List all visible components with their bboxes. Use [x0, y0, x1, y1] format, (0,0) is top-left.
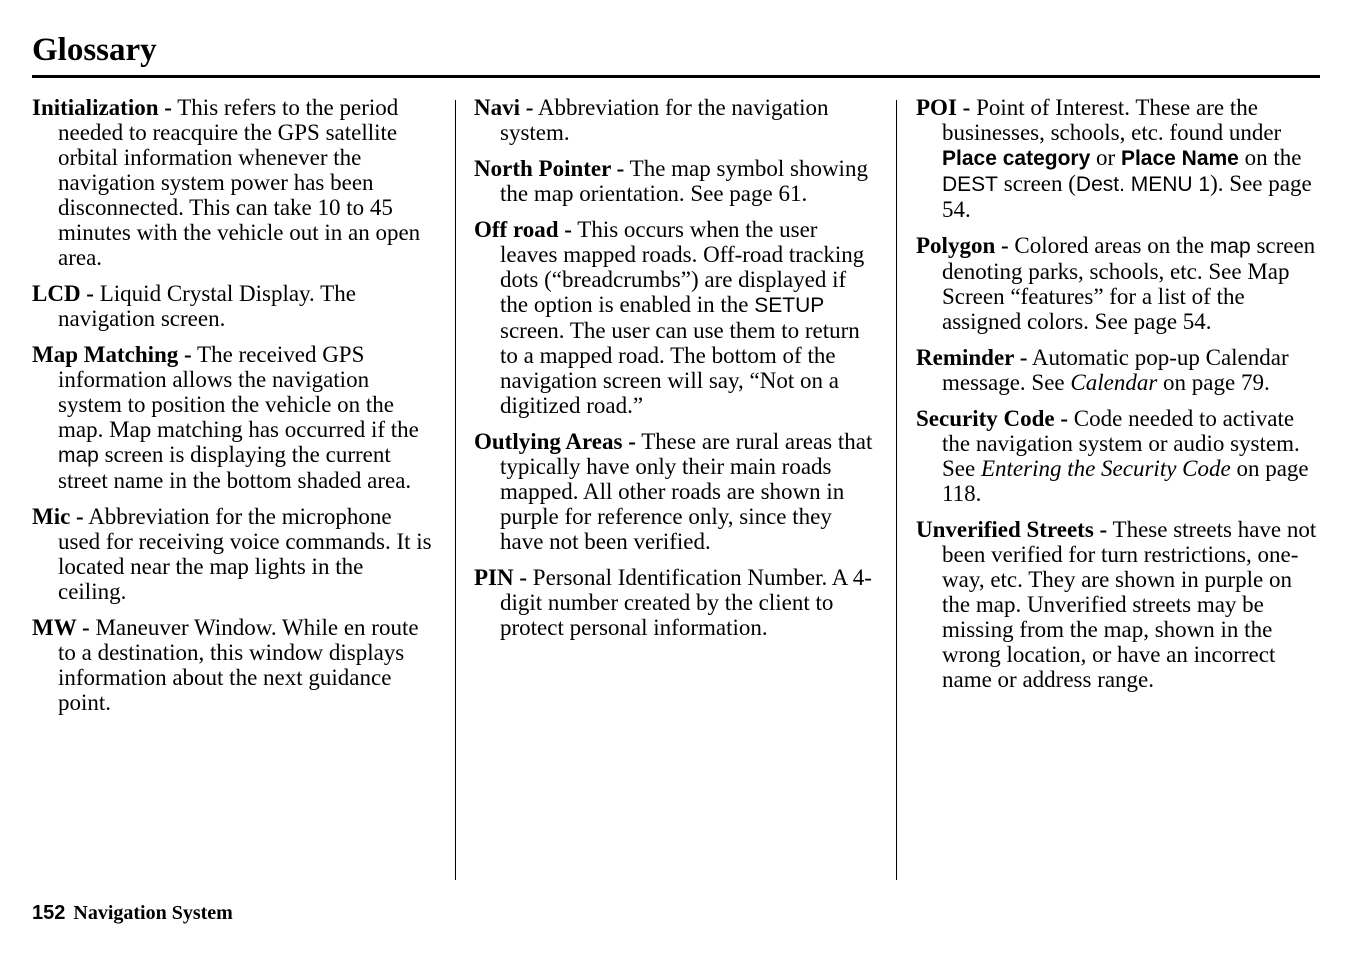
- glossary-entry-initialization: [32, 95, 437, 270]
- entry-definition: Code needed to activate the navigation system or audio system. See: [942, 406, 1300, 481]
- entry-definition: Personal Identification Number. A 4-digit number created by the client to protect personal information.: [500, 565, 872, 640]
- column-divider: [896, 100, 897, 880]
- ui-term: Place category: [942, 147, 1091, 170]
- ui-term: Place Name: [1120, 147, 1239, 170]
- glossary-entry-map-matching: [32, 342, 437, 493]
- entry-term: Map Matching -: [32, 342, 192, 367]
- entry-term: Navi -: [474, 95, 534, 120]
- glossary-entry-navi: [474, 95, 879, 145]
- ui-term: map: [1209, 235, 1251, 258]
- entry-term: Reminder -: [916, 345, 1028, 370]
- entry-definition: Automatic pop-up Calendar message. See: [942, 345, 1289, 395]
- entry-definition: or: [1090, 145, 1121, 170]
- column-divider: [455, 100, 456, 880]
- entry-term: Unverified Streets -: [916, 517, 1108, 542]
- entry-term: North Pointer -: [474, 156, 625, 181]
- entry-definition: ). See page 54.: [942, 171, 1312, 222]
- entry-term: Security Code -: [916, 406, 1069, 431]
- entry-term: Outlying Areas -: [474, 429, 636, 454]
- entry-definition: screen (: [998, 171, 1076, 196]
- ui-term: Dest. MENU 1: [1075, 173, 1211, 196]
- title-rule: [32, 75, 1320, 78]
- glossary-entry-unverified-streets: [916, 517, 1321, 692]
- entry-definition: on page 118.: [942, 456, 1309, 506]
- glossary-column-3: [916, 95, 1321, 703]
- glossary-entry-off-road: [474, 217, 879, 418]
- glossary-column-2: [474, 95, 879, 651]
- glossary-entry-polygon: [916, 233, 1321, 334]
- entry-definition: The map symbol showing the map orientation. See page 61.: [500, 156, 868, 206]
- entry-definition: The received GPS information allows the navigation system to position the vehicle on the map. Map matching has occurred if the: [58, 342, 419, 442]
- entry-definition: This refers to the period needed to reacquire the GPS satellite orbital information whenever the navigation system power has been disconnected. This can take 10 to 45 minutes with the vehicle out in an open area.: [58, 95, 421, 270]
- glossary-entry-poi: [916, 95, 1321, 222]
- ui-term: map: [58, 444, 99, 467]
- entry-term: POI -: [916, 95, 971, 120]
- glossary-entry-outlying-areas: [474, 429, 879, 554]
- entry-term: Polygon -: [916, 233, 1009, 258]
- ui-term: DEST: [942, 173, 999, 196]
- entry-term: LCD -: [32, 281, 94, 306]
- entry-definition: Abbreviation for the navigation system.: [500, 95, 829, 145]
- glossary-entry-pin: [474, 565, 879, 640]
- entry-term: PIN -: [474, 565, 528, 590]
- entry-definition: Point of Interest. These are the businesses, schools, etc. found under: [942, 95, 1282, 145]
- entry-term: MW -: [32, 615, 90, 640]
- page-title: Glossary: [32, 32, 157, 68]
- entry-definition: Colored areas on the: [1008, 233, 1210, 258]
- entry-term: Initialization -: [32, 95, 172, 120]
- cross-reference: Entering the Security Code: [980, 456, 1231, 481]
- section-name: Navigation System: [73, 902, 233, 924]
- glossary-entry-reminder: [916, 345, 1321, 395]
- entry-definition: These streets have not been verified for turn restrictions, one-way, etc. They are shown in purple on the map. Unverified streets may be missing from the map, shown in the wrong location, or have an incorrect name or address range.: [942, 517, 1317, 692]
- cross-reference: Calendar: [1070, 370, 1158, 395]
- entry-definition: Liquid Crystal Display. The navigation screen.: [58, 281, 356, 331]
- entry-definition: Abbreviation for the microphone used for receiving voice commands. It is located near the map lights in the ceiling.: [58, 504, 432, 604]
- entry-term: Off road -: [474, 217, 572, 242]
- entry-definition: screen is displaying the current street name in the bottom shaded area.: [58, 442, 412, 493]
- entry-definition: Maneuver Window. While en route to a destination, this window displays information about the next guidance point.: [58, 615, 419, 715]
- glossary-entry-mic: [32, 504, 437, 604]
- entry-term: Mic -: [32, 504, 84, 529]
- entry-definition: on page 79.: [1157, 370, 1270, 395]
- entry-definition: These are rural areas that typically have only their main roads mapped. All other roads are shown in purple for reference only, since they have not been verified.: [500, 429, 873, 554]
- glossary-column-1: [32, 95, 437, 726]
- page-footer: [32, 899, 233, 926]
- entry-definition: screen denoting parks, schools, etc. See Map Screen “features” for a list of the assigned colors. See page 54.: [942, 233, 1316, 334]
- glossary-entry-north-pointer: [474, 156, 879, 206]
- entry-definition: screen. The user can use them to return to a mapped road. The bottom of the navigation screen will say, “Not on a digitized road.”: [500, 318, 860, 418]
- glossary-entry-security-code: [916, 406, 1321, 506]
- glossary-entry-lcd: [32, 281, 437, 331]
- page-number: 152: [32, 902, 66, 924]
- entry-definition: This occurs when the user leaves mapped roads. Off-road tracking dots (“breadcrumbs”) are displayed if the option is enabled in the: [500, 217, 865, 317]
- glossary-entry-mw: [32, 615, 437, 715]
- ui-term: SETUP: [754, 294, 825, 317]
- entry-definition: on the: [1238, 145, 1302, 170]
